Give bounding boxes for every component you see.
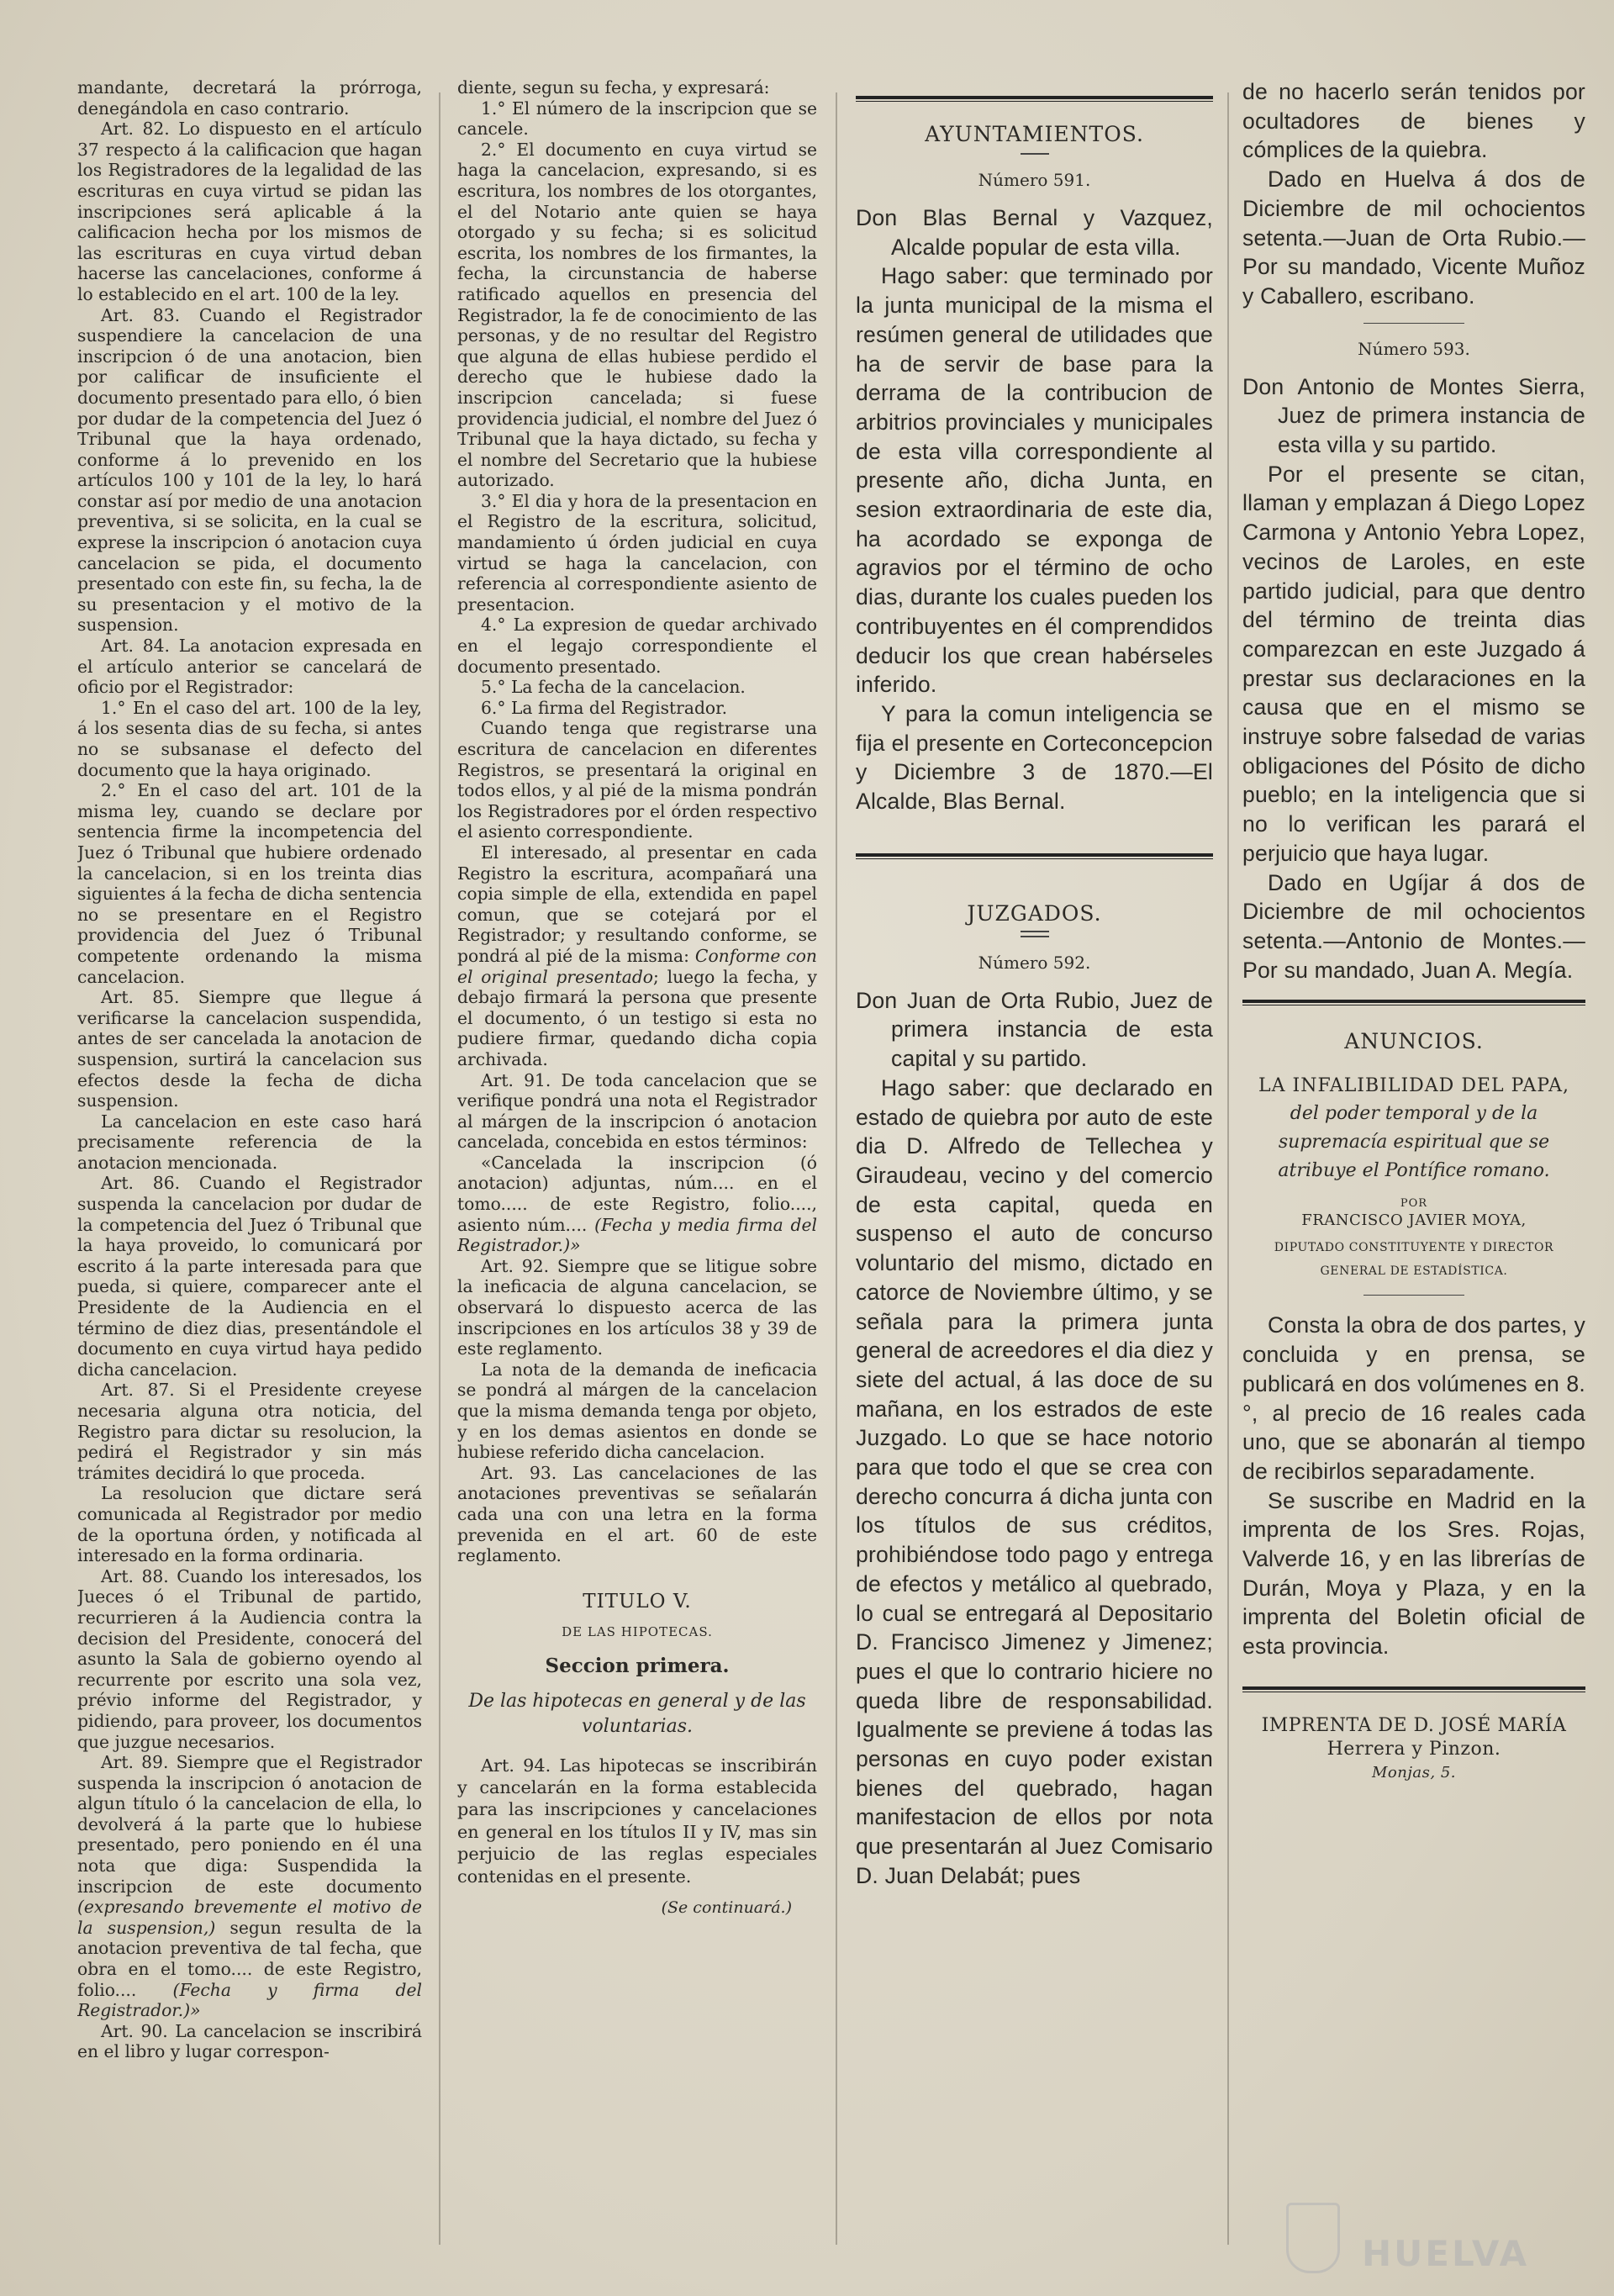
rule [1363, 323, 1464, 324]
notice-number: Número 592. [978, 952, 1091, 973]
paragraph: Art. 93. Las cancelaciones de las anotaciones preventivas se señalarán cada una con una letra en la forma prevenida en el art. 60 de este reglamento. [457, 1462, 817, 1566]
section-title: TITULO V. [583, 1590, 692, 1612]
paragraph: Y para la comun inteligencia se fija el presente en Corteconcepcion y Diciembre 3 de 1870.—El Alcalde, Blas Bernal. [856, 700, 1213, 815]
ad-body [1242, 1311, 1585, 1660]
paragraph: Art. 83. Cuando el Registrador suspendiere la cancelacion de una inscripcion ó de una anotacion, bien por calificar de insuficiente el documento presentado para ello, ó bien por dudar de la competencia del Juez ó Tribunal que la haya ordenado, conforme á lo prevenido en los artículos 100 y 101 de la ley, lo hará constar así por medio de una anotacion preventiva, si se solicita, en la cual se exprese la inscripcion ó anotacion cuya cancelacion se pida, el documento presentado con este fin, su fecha, la de su presentacion y el motivo de la suspension. [77, 304, 422, 636]
text-run: El interesado, al presentar en cada Registro la escritura, acompañará una copia simple de ella, extendida en papel comun, que se cotejará por el Registrador; y resultando conforme, se pondrá al pié de la misma: [457, 842, 817, 966]
paragraph: Dado en Huelva á dos de Diciembre de mil ochocientos setenta.—Juan de Orta Rubio.—Por su mandado, Vicente Muñoz y Caballero, escribano. [1242, 166, 1585, 309]
notice-592-continued [1242, 77, 1585, 311]
paragraph [856, 203, 1213, 261]
ad-author-description: DIPUTADO CONSTITUYENTE Y DIRECTOR GENERAL DE ESTADÍSTICA. [1274, 1241, 1554, 1279]
paragraph: La cancelacion en este caso hará precisamente referencia de la anotacion mencionada. [77, 1111, 422, 1173]
paragraph [856, 986, 1213, 1074]
paragraph: 4.° La expresion de quedar archivado en el legajo correspondiente el documento presentado. [457, 615, 817, 677]
paragraph: mandante, decretará la prórroga, denegándola en caso contrario. [77, 77, 422, 119]
paragraph: Art. 94. Las hipotecas se inscribirán y cancelarán en la forma establecida para las inscripciones y cancelaciones en general en los títulos II y IV, mas sin perjuicio de las reglas especiales contenidas en el presente. [457, 1755, 817, 1887]
paragraph: Art. 85. Siempre que llegue á verificarse la cancelacion suspendida, antes de ser cancelada la anotacion de suspension, surtirá la cancelacion sus efectos desde la fecha de dicha suspension. [77, 987, 422, 1111]
continuation-note: (Se continuará.) [661, 1897, 792, 1917]
paragraph: 1.° El número de la inscripcion que se cancele. [457, 98, 817, 140]
rule [856, 853, 1213, 859]
paragraph: Art. 92. Siempre que se litigue sobre la ineficacia de alguna cancelacion, se observará lo dispuesto acerca de las inscripciones en los artículos 38 y 39 de este reglamento. [457, 1255, 817, 1359]
text-run: Don Juan de Orta Rubio, Juez de primera instancia de esta capital y su partido. [856, 987, 1213, 1072]
column-4 [1242, 77, 1585, 1785]
paragraph: Art. 90. La cancelacion se inscribirá en el libro y lugar correspon- [77, 2020, 422, 2062]
subsection-subtitle: De las hipotecas en general y de las voluntarias. [468, 1690, 806, 1737]
column-rule [439, 92, 440, 2245]
paragraph [457, 842, 817, 1070]
rule [1242, 1000, 1585, 1005]
column-rule [836, 92, 837, 2245]
italic-run: (Fecha y media firma del Registrador.)» [457, 1214, 817, 1256]
paragraph: de no hacerlo serán tenidos por ocultadores de bienes y cómplices de la quiebra. [1242, 79, 1585, 163]
paragraph: Por el presente se citan, llaman y emplazan á Diego Lopez Carmona y Antonio Yebra Lopez, vecinos de Laroles, en este partido judicial, para que dentro del término de treinta dias comparezcan en este Juzgado á prestar sus declaraciones en la causa que en el mismo se instruye sobre falsedad de varias obligaciones del Pósito de dicho pueblo; en la inteligencia que si no lo verifican les parará el perjuicio que haya lugar. [1242, 461, 1585, 866]
text-run: Don Blas Bernal y Vazquez, Alcalde popular de esta villa. [856, 205, 1213, 260]
paragraph: Art. 91. De toda cancelacion que se verifique pondrá una nota el Registrador al márgen de la inscripcion ó anotacion cancelada, concebida en estos términos: [457, 1069, 817, 1153]
rule [1021, 153, 1049, 155]
ad-by: POR [1400, 1197, 1428, 1211]
section-heading: AYUNTAMIENTOS. [925, 122, 1144, 146]
text-run: «Cancelada la inscripcion (ó anotacion) adjuntas, núm.... en el tomo..... de este Registro, folio...., asiento núm.... [457, 1152, 817, 1235]
article-block [457, 1755, 817, 1887]
notice-number: Número 593. [1358, 338, 1470, 359]
paragraph: La resolucion que dictare será comunicada al Registrador por medio de la oportuna órden, y notificada al interesado en la forma ordinaria. [77, 1483, 422, 1566]
rule [856, 96, 1213, 102]
archive-watermark [1286, 2203, 1597, 2278]
notice-591 [856, 203, 1213, 816]
paragraph: Art. 86. Cuando el Registrador suspenda la cancelacion por dudar de la competencia del Juez ó Tribunal que la haya proveido, lo comunicará por escrito á la parte interesada para que pueda, si quiere, comparecer ante el Presidente de la Audiencia en el término de diez dias, presentándole el documento en cuya virtud haya pedido dicha cancelacion. [77, 1173, 422, 1380]
ad-subtitle: del poder temporal y de la supremacía espiritual que se atribuye el Pontífice romano. [1278, 1103, 1550, 1182]
ad-author: FRANCISCO JAVIER MOYA, [1301, 1211, 1527, 1230]
section-subtitle: DE LAS HIPOTECAS. [562, 1624, 713, 1640]
paragraph: 2.° En el caso del art. 101 de la misma ley, cuando se declare por sentencia firme la incompetencia del Juez ó Tribunal que hubiere ordenado la cancelacion, si en los treinta dias siguientes á la fecha de dicha sentencia no se presentare en el Registro providencia del Juez ó Tribunal competente ordenando la misma cancelacion. [77, 780, 422, 987]
notice-number: Número 591. [978, 170, 1091, 190]
notice-593 [1242, 372, 1585, 985]
printer-name: IMPRENTA DE D. JOSÉ MARÍA Herrera y Pinzon. [1261, 1714, 1567, 1760]
column-1 [77, 77, 422, 2062]
paragraph: Art. 82. Lo dispuesto en el artículo 37 respecto á la calificacion que hagan los Registradores de la legalidad de las escrituras en cuya virtud se pidan las inscripciones será aplicable á la calificacion hecha por los mismos de las escrituras en cuya virtud deban hacerse las cancelaciones, conforme á lo establecido en el art. 100 de la ley. [77, 119, 422, 304]
paragraph: Hago saber: que declarado en estado de quiebra por auto de este dia D. Alfredo de Tellechea y Giraudeau, vecino y del comercio de esta capital, queda en suspenso el auto de concurso voluntario del mismo, dictado en catorce de Noviembre último, y se señala para la primera junta general de acreedores el dia diez y siete del actual, á las doce de su mañana, en los estrados de este Juzgado. Lo que se hace notorio para que todo el que se crea con derecho concurra á dicha junta con los títulos de sus créditos, prohibiéndose todo pago y entrega de efectos y metálico al quebrado, lo cual se entregará al Depositario D. Francisco Jimenez y Jimenez; pues el que lo contrario hiciere no queda libre de responsabilidad. Igualmente se previene á todas las personas en cuyo poder existan bienes del quebrado, hagan manifestacion de ellos por nota que presentarán al Juez Comisario D. Juan Delabát; pues [856, 1074, 1213, 1888]
paragraph: 1.° En el caso del art. 100 de la ley, á los sesenta dias de su fecha, si antes no se subsanase el defecto del documento que la haya originado. [77, 697, 422, 780]
paragraph: Consta la obra de dos partes, y concluida y en prensa, se publicará en dos volúmenes en 8.°, al precio de 16 reales cada uno, que se abonarán al tiempo de recibirlos separadamente. [1242, 1312, 1585, 1484]
paragraph: 5.° La fecha de la cancelacion. [481, 677, 746, 698]
italic-run: (Fecha y firma del Registrador.)» [77, 1979, 422, 2021]
paragraph [77, 1752, 422, 2021]
column-3 [856, 77, 1213, 1891]
text-run: Art. 89. Siempre que el Registrador suspenda la inscripcion ó anotacion de algun título ó la cancelacion de ella, lo devolverá á la parte que lo hubiese presentado, pero poniendo en él una nota que diga: Suspendida la inscripcion de este documento [77, 1752, 422, 1897]
paragraph: Art. 87. Si el Presidente creyese necesaria alguna otra noticia, del Registro para dictar su resolucion, la pedirá el Registrador y sin más trámites decidirá lo que proceda. [77, 1380, 422, 1483]
rule [1363, 1295, 1464, 1296]
text-run: ; luego la fecha, y debajo firmará la persona que presente el documento, ó un testigo si esta no pudiere firmar, quedando dicha copia archivada. [457, 966, 817, 1069]
paragraph: Hago saber: que terminado por la junta municipal de la misma el resúmen general de utilidades que ha de servir de base para la derrama de la contribucion de arbitrios provinciales y municipales de esta villa correspondiente al presente año, dicha Junta, en sesion extraordinaria de este dia, ha acordado se exponga de agravios por el término de ocho dias, durante los cuales pueden los contribuyentes en él comprendidos deducir los que crean habérseles inferido. [856, 263, 1213, 698]
text-run: segun resulta de la anotacion preventiva de tal fecha, que obra en el tomo.... de este Registro, folio.... [77, 1917, 422, 2000]
paragraph: Art. 88. Cuando los interesados, los Jueces ó el Tribunal de partido, recurrieren á la Audiencia contra la decision del Presidente, conocerá del asunto la Sala de gobierno oyendo al recurrente por escrito una sola vez, prévio informe del Registrador, y pidiendo, para proveer, los documentos que juzgue necesarios. [77, 1565, 422, 1752]
paragraph [1242, 372, 1585, 460]
paragraph [457, 1153, 817, 1256]
paragraph: 2.° El documento en cuya virtud se haga la cancelacion, expresando, si es escritura, los nombres de los otorgantes, el del Notario ante quien se haya otorgado y su fecha; si es solicitud escrita, los nombres de los firmantes, la fecha, la circunstancia de haberse ratificado aquellos en presencia del Registrador, la fe de conocimiento de las personas, y de no resultar del Registro que alguna de ellas hubiese perdido el derecho que le hubiese dado la inscripcion cancelada; si fuese providencia judicial, el nombre del Juez ó Tribunal que la haya dictado, su fecha y el nombre del Secretario que la hubiese autorizado. [457, 139, 817, 491]
section-heading: JUZGADOS. [967, 900, 1102, 926]
paragraph: La nota de la demanda de ineficacia se pondrá al márgen de la cancelacion que la misma demanda tenga por objeto, y en los demas asientos en donde se hubiese referido dicha cancelacion. [457, 1359, 817, 1463]
watermark-text: HUELVA [1362, 2233, 1530, 2274]
paragraph: diente, segun su fecha, y expresará: [457, 77, 770, 98]
paragraph: Dado en Ugíjar á dos de Diciembre de mil ochocientos setenta.—Antonio de Montes.—Por su mandado, Juan A. Megía. [1242, 869, 1585, 983]
text-run: Don Antonio de Montes Sierra, Juez de primera instancia de esta villa y su partido. [1242, 373, 1585, 458]
column-2 [457, 77, 817, 1919]
paragraph: 6.° La firma del Registrador. [481, 697, 728, 718]
italic-run: (expresando brevemente el motivo de la suspension,) [77, 1897, 422, 1938]
italic-run: Conforme con el original presentado [457, 945, 817, 987]
rule [1242, 1686, 1585, 1692]
paragraph: Art. 84. La anotacion expresada en el artículo anterior se cancelará de oficio por el Registrador: [77, 636, 422, 698]
column-rule [1227, 92, 1229, 2245]
coat-of-arms-icon [1286, 2203, 1340, 2273]
paragraph: Cuando tenga que registrarse una escritura de cancelacion en diferentes Registros, se presentará la original en todos ellos, y al pié de la misma pondrán los Registradores por el órden respectivo el asiento correspondiente. [457, 718, 817, 842]
section-heading: ANUNCIOS. [1344, 1029, 1484, 1054]
subsection-title: Seccion primera. [545, 1654, 730, 1677]
paragraph: 3.° El dia y hora de la presentacion en el Registro de la escritura, solicitud, mandamiento ú órden judicial en cuya virtud se haga la cancelacion, con referencia al correspondiente asiento de presentacion. [457, 490, 817, 615]
printer-address: Monjas, 5. [1371, 1763, 1457, 1781]
ad-title: LA INFALIBILIDAD DEL PAPA, [1258, 1075, 1569, 1097]
printer-imprint [1242, 1714, 1585, 1785]
paragraph: Se suscribe en Madrid en la imprenta de los Sres. Rojas, Valverde 16, y en las librerías de Durán, Moya y Plaza, y en la imprenta del Boletin oficial de esta provincia. [1242, 1487, 1585, 1660]
notice-592 [856, 986, 1213, 1891]
rule [1021, 931, 1049, 937]
